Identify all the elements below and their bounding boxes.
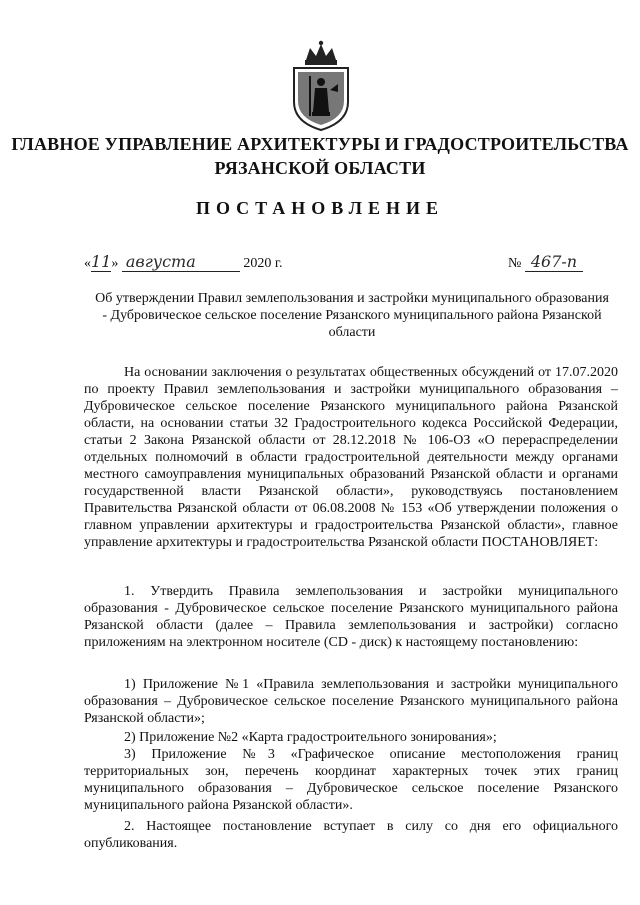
date-day: 11	[91, 252, 112, 271]
date-year: 2020 г.	[243, 256, 283, 271]
subitem-2-text: 2) Приложение №2 «Карта градостроительного зонирования»;	[124, 730, 497, 745]
document-subject: Об утверждении Правил землепользования и застройки муниципального образования - Дубровическое сельское поселение Рязанского муниципального района Рязанской области	[95, 291, 609, 340]
subitem-1-text: 1) Приложение №1 «Правила землепользования и застройки муниципального образования – Дубровическое сельское поселение Рязанского муниципального района Рязанской области»;	[84, 677, 618, 726]
agency-title-line2: РЯЗАНСКОЙ ОБЛАСТИ	[214, 158, 426, 178]
number-label: №	[508, 256, 522, 271]
subitem-2-paragraph	[84, 729, 618, 746]
item-1-paragraph	[84, 583, 618, 651]
document-type: ПОСТАНОВЛЕНИЕ	[195, 198, 445, 218]
preamble-text: На основании заключения о результатах общественных обсуждений от 17.07.2020 по проекту Правил землепользования и застройки муниципального образования – Дубровическое сельское поселение Рязанского муниципального района Рязанской области, на основании статьи 32 Градостроительного кодекса Российской Федерации, статьи 2 Закона Рязанской области от 28.12.2018 № 106-ОЗ «О перераспределении отдельных полномочий в области градостроительной деятельности между органами местного самоуправления муниципальных образований Рязанской области и органами государственной власти Рязанской области», руководствуясь постановлением Правительства Рязанской области от 06.08.2008 № 153 «Об утверждении положения о главном управлении архитектуры и градостроительства Рязанской области», главное управление архитектуры и градостроительства Рязанской области ПОСТАНОВЛЯЕТ:	[84, 365, 618, 550]
number-value: 467-п	[525, 252, 583, 272]
preamble-paragraph	[84, 364, 618, 551]
item-2-text: 2. Настоящее постановление вступает в силу со дня его официального опубликования.	[84, 819, 618, 851]
date-quote-open: «	[84, 256, 91, 271]
subitem-3-paragraph	[84, 746, 618, 814]
date-month: августа	[122, 252, 240, 272]
agency-title-line1: ГЛАВНОЕ УПРАВЛЕНИЕ АРХИТЕКТУРЫ И ГРАДОСТРОИТЕЛЬСТВА	[11, 134, 629, 154]
date-quote-close: »	[111, 256, 119, 271]
document-number	[508, 252, 583, 272]
document-date	[84, 252, 283, 272]
item-1-text: 1. Утвердить Правила землепользования и застройки муниципального образования - Дубровическое сельское поселение Рязанского муниципального района Рязанской области (далее – Правила землепользования и застройки) согласно приложениям на электронном носителе (CD - диск) к настоящему постановлению:	[84, 584, 618, 650]
subitem-3-text: 3) Приложение №3 «Графическое описание местоположения границ территориальных зон, перечень координат характерных точек этих границ муниципального образования – Дубровическое сельское поселение Рязанского муниципального района Рязанской области».	[84, 747, 618, 813]
subitem-1-paragraph	[84, 676, 618, 727]
item-2-paragraph	[84, 818, 618, 852]
coat-of-arms-icon	[288, 40, 354, 132]
